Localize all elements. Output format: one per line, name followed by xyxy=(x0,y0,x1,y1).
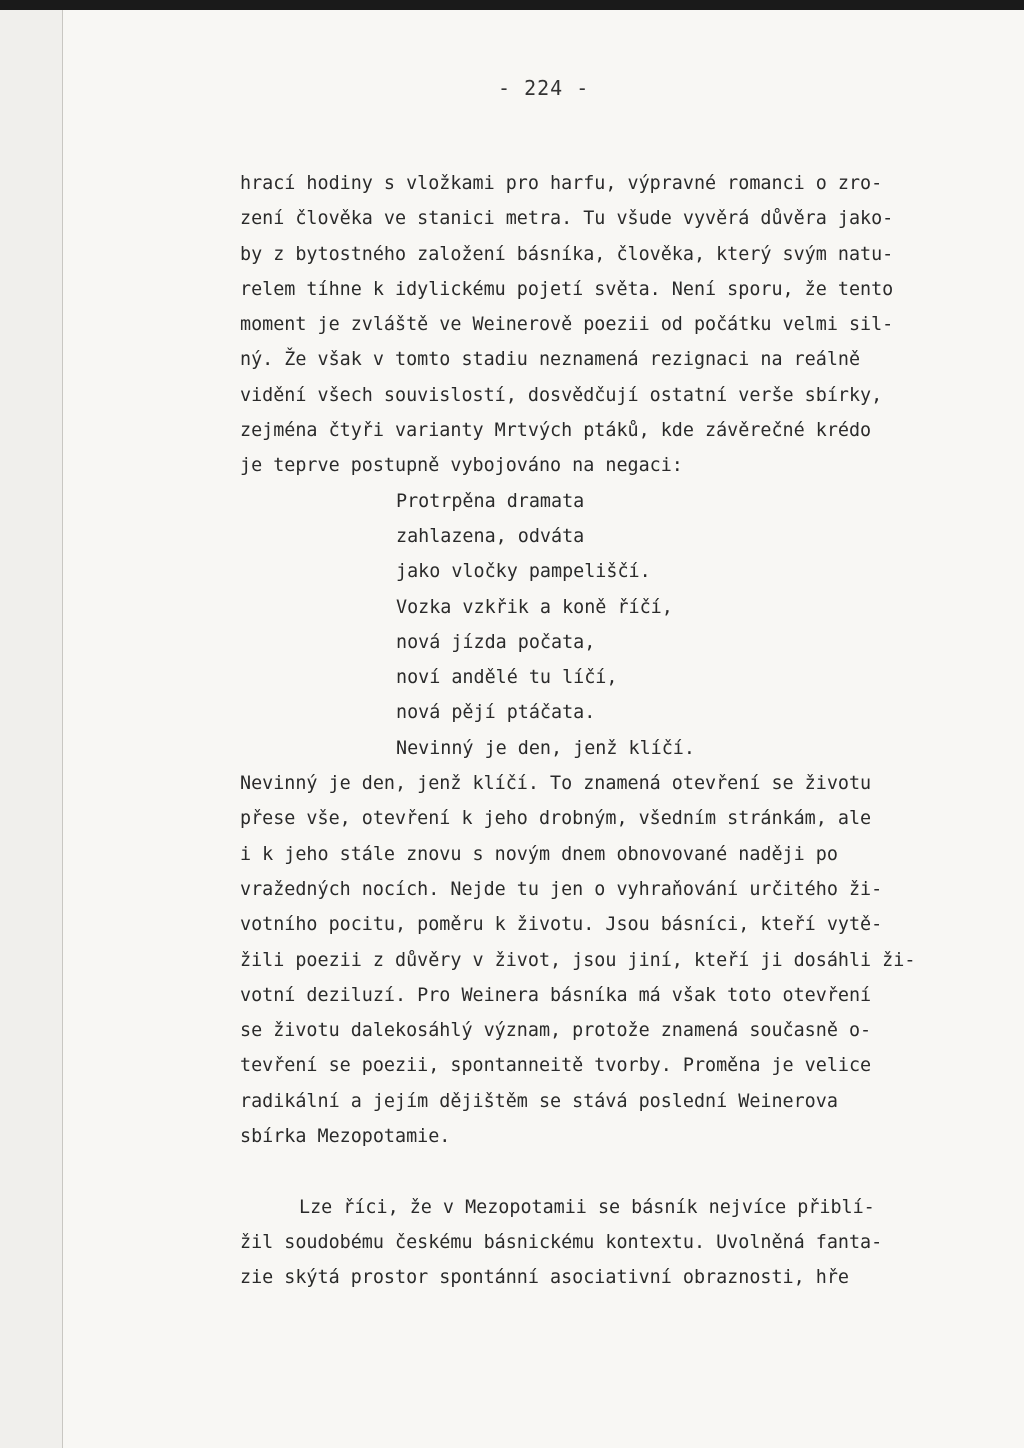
paragraph-gap xyxy=(240,1154,980,1189)
text-line: Lze říci, že v Mezopotamii se básník nejvíce přiblí- xyxy=(299,1196,875,1218)
text-line: sbírka Mezopotamie. xyxy=(240,1126,451,1148)
text-line: zení člověka ve stanici metra. Tu všude vyvěrá důvěra jako- xyxy=(240,208,894,230)
text-line: je teprve postupně vybojováno na negaci: xyxy=(240,455,683,477)
text-line: votního pocitu, poměru k životu. Jsou básníci, kteří vytě- xyxy=(240,914,883,936)
text-line: relem tíhne k idylickému pojetí světa. Není sporu, že tento xyxy=(240,278,894,300)
text-line: žili poezii z důvěry v život, jsou jiní, kteří ji dosáhli ži- xyxy=(240,949,916,971)
text-line: by z bytostného založení básníka, člověka, který svým natu- xyxy=(240,243,894,265)
scan-top-edge xyxy=(0,0,1024,10)
text-line: hrací hodiny s vložkami pro harfu, výpravné romanci o zro- xyxy=(240,173,883,194)
text-line: radikální a jejím dějištěm se stává poslední Weinerova xyxy=(240,1090,838,1112)
verse-line: jako vločky pampeliščí. xyxy=(396,561,651,583)
text-line: ný. Že však v tomto stadiu neznamená rezignaci na reálně xyxy=(240,349,861,371)
text-line: moment je zvláště ve Weinerově poezii od počátku velmi sil- xyxy=(240,314,894,336)
scan-left-margin xyxy=(0,10,63,1448)
text-line: Nevinný je den, jenž klíčí. To znamená otevření se životu xyxy=(240,773,872,795)
verse-line: Vozka vzkřik a koně říčí, xyxy=(396,596,673,618)
text-line: vidění všech souvislostí, dosvědčují ostatní verše sbírky, xyxy=(240,384,883,406)
page-number: - 224 - xyxy=(498,76,590,100)
verse-line: nová jízda počata, xyxy=(396,631,596,653)
text-line: vražedných nocích. Nejde tu jen o vyhraňování určitého ži- xyxy=(240,878,883,900)
verse-line: nová pějí ptáčata. xyxy=(396,702,596,724)
text-line: zejména čtyři varianty Mrtvých ptáků, kde závěrečné krédo xyxy=(240,420,872,442)
verse-line: noví andělé tu líčí, xyxy=(396,667,618,689)
body-text xyxy=(240,166,980,1296)
text-line: tevření se poezii, spontanneitě tvorby. Proměna je velice xyxy=(240,1055,872,1077)
text-line: se životu dalekosáhlý význam, protože znamená současně o- xyxy=(240,1020,872,1042)
verse-line: zahlazena, odváta xyxy=(396,525,585,547)
text-line: zie skýtá prostor spontánní asociativní obraznosti, hře xyxy=(240,1267,849,1289)
text-line: i k jeho stále znovu s novým dnem obnovované naději po xyxy=(240,843,838,865)
verse-line: Nevinný je den, jenž klíčí. xyxy=(396,737,695,759)
verse-line: Protrpěna dramata xyxy=(396,490,585,512)
text-line: přese vše, otevření k jeho drobným, všedním stránkám, ale xyxy=(240,808,872,830)
text-line: votní deziluzí. Pro Weinera básníka má však toto otevření xyxy=(240,984,872,1006)
text-line: žil soudobému českému básnickému kontextu. Uvolněná fanta- xyxy=(240,1231,883,1253)
